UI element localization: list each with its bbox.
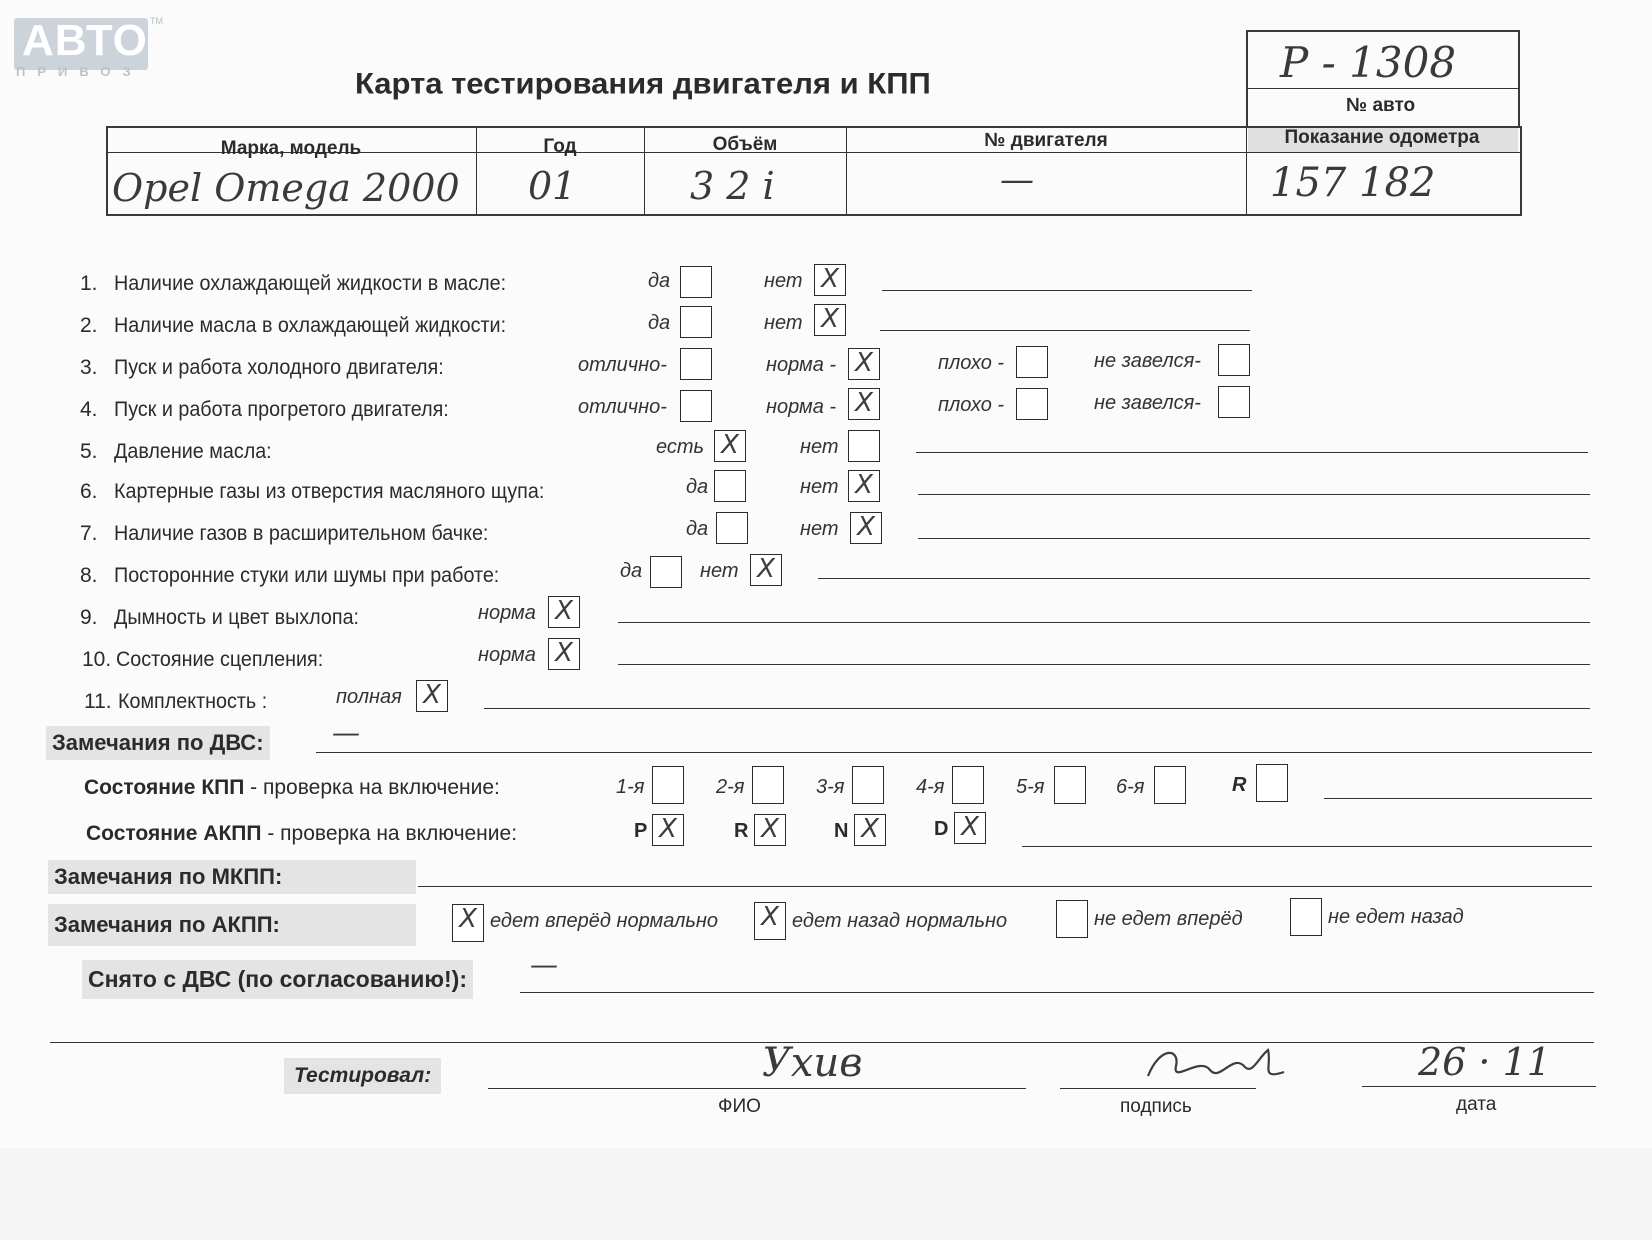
gear-3-label: 3-я: [816, 776, 845, 798]
auto-gearbox-label-bold: Состояние АКПП: [86, 822, 262, 845]
question-10-option-normal-label: норма: [478, 644, 536, 666]
removed-from-engine-value: —: [530, 948, 558, 981]
question-3-normal-checkbox[interactable]: X: [848, 348, 880, 380]
question-3-bad-checkbox[interactable]: [1016, 346, 1048, 378]
question-11-option-complete-label: полная: [336, 686, 402, 708]
question-3-option-normal-label: норма -: [766, 354, 837, 376]
no-forward-label: не едет вперёд: [1094, 908, 1243, 930]
question-4-option-normal-label: норма -: [766, 396, 837, 418]
auto-gearbox-note-line: [1022, 846, 1592, 847]
question-3-excellent-checkbox[interactable]: [680, 348, 712, 380]
manual-gearbox-label-bold: Состояние КПП: [84, 776, 245, 799]
gear-4-label: 4-я: [916, 776, 945, 798]
logo-subtitle: ПРИВОЗ: [16, 64, 143, 79]
question-7-note-line: [918, 538, 1590, 539]
no-reverse-label: не едет назад: [1328, 906, 1464, 928]
gear-d-checkbox[interactable]: X: [954, 812, 986, 844]
manual-gearbox-label: [84, 776, 500, 800]
question-2-note-line: [880, 330, 1250, 331]
volume-value: 3 2 i: [690, 164, 775, 208]
drives-forward-normally-label: едет вперёд нормально: [490, 910, 719, 932]
engine-remarks-line: [316, 752, 1592, 753]
column-header-volume: Объём: [712, 134, 778, 155]
question-3-text: Пуск и работа холодного двигателя:: [114, 356, 444, 379]
question-8-text: Посторонние стуки или шумы при работе:: [114, 564, 500, 587]
question-3-option-no-start-label: не завелся-: [1094, 350, 1201, 372]
question-10-normal-checkbox[interactable]: X: [548, 638, 580, 670]
gear-auto-r-checkbox[interactable]: X: [754, 814, 786, 846]
gear-2-checkbox[interactable]: [752, 766, 784, 804]
question-10-text: Состояние сцепления:: [116, 648, 324, 671]
gear-1-checkbox[interactable]: [652, 766, 684, 804]
test-date-caption: дата: [1456, 1094, 1497, 1115]
question-7-yes-checkbox[interactable]: [716, 512, 748, 544]
question-5-yes-checkbox[interactable]: X: [714, 430, 746, 462]
question-4-excellent-checkbox[interactable]: [680, 390, 712, 422]
signature-image: [1140, 1036, 1290, 1096]
question-4-normal-checkbox[interactable]: X: [848, 388, 880, 420]
question-8-number: 8.: [80, 564, 98, 587]
question-1-yes-checkbox[interactable]: [680, 266, 712, 298]
tester-name-value: Ухив: [762, 1040, 863, 1086]
odometer-value: 157 182: [1270, 160, 1436, 206]
question-4-bad-checkbox[interactable]: [1016, 388, 1048, 420]
auto-gearbox-remarks-label: Замечания по АКПП:: [48, 904, 416, 946]
question-1-option-no-label: нет: [764, 270, 803, 292]
gear-5-label: 5-я: [1016, 776, 1045, 798]
car-number-value: P - 1308: [1280, 38, 1457, 87]
question-4-option-excellent-label: отлично-: [578, 396, 667, 418]
gear-5-checkbox[interactable]: [1054, 766, 1086, 804]
question-3-option-excellent-label: отлично-: [578, 354, 667, 376]
question-2-option-yes-label: да: [648, 312, 671, 334]
question-8-option-yes-label: да: [620, 560, 643, 582]
logo-text: АВТО: [22, 16, 148, 65]
drives-backward-normally-checkbox[interactable]: X: [754, 902, 786, 940]
question-7-text: Наличие газов в расширительном бачке:: [114, 522, 489, 545]
question-2-number: 2.: [80, 314, 98, 337]
gear-3-checkbox[interactable]: [852, 766, 884, 804]
question-5-option-yes-label: есть: [656, 436, 705, 458]
question-9-text: Дымность и цвет выхлопа:: [114, 606, 360, 629]
question-10-note-line: [618, 664, 1590, 665]
removed-from-engine-line: [520, 992, 1594, 993]
question-4-text: Пуск и работа прогретого двигателя:: [114, 398, 449, 421]
auto-gearbox-label: [86, 822, 517, 846]
engine-remarks-value: —: [332, 716, 360, 749]
question-4-no-start-checkbox[interactable]: [1218, 386, 1250, 418]
question-7-number: 7.: [80, 522, 98, 545]
question-5-option-no-label: нет: [800, 436, 839, 458]
question-6-number: 6.: [80, 480, 98, 503]
manual-gearbox-remarks-line: [418, 886, 1592, 887]
year-value: 01: [528, 164, 577, 208]
question-4-option-no-start-label: не завелся-: [1094, 392, 1201, 414]
manual-gearbox-remarks-label: Замечания по МКПП:: [48, 860, 416, 894]
signature-caption: подпись: [1120, 1096, 1192, 1117]
question-2-text: Наличие масла в охлаждающей жидкости:: [114, 314, 507, 337]
gear-auto-r-label: R: [734, 820, 749, 842]
question-11-complete-checkbox[interactable]: X: [416, 680, 448, 712]
question-9-number: 9.: [80, 606, 98, 629]
question-6-option-yes-label: да: [686, 476, 709, 498]
no-reverse-checkbox[interactable]: [1290, 898, 1322, 936]
question-7-option-yes-label: да: [686, 518, 709, 540]
question-8-no-checkbox[interactable]: X: [750, 554, 782, 586]
signature-stroke: [1148, 1050, 1284, 1076]
question-6-no-checkbox[interactable]: X: [848, 470, 880, 502]
question-11-number: 11.: [84, 690, 112, 713]
question-11-note-line: [484, 708, 1590, 709]
gear-n-checkbox[interactable]: X: [854, 814, 886, 846]
gear-1-label: 1-я: [616, 776, 645, 798]
tester-name-line: [488, 1088, 1026, 1089]
question-8-note-line: [818, 578, 1590, 579]
drives-backward-normally-label: едет назад нормально: [792, 910, 1008, 932]
manual-gearbox-note-line: [1324, 798, 1592, 799]
removed-from-engine-label: Снято с ДВС (по согласованию!):: [82, 960, 473, 999]
question-11-text: Комплектность :: [118, 690, 268, 713]
make-model-value: Opel Omega 2000: [112, 166, 460, 210]
question-7-option-no-label: нет: [800, 518, 839, 540]
question-1-option-yes-label: да: [648, 270, 671, 292]
column-header-odometer: Показание одометра: [1284, 127, 1480, 148]
car-number-label: № авто: [1346, 95, 1416, 116]
column-header-make-model: Марка, модель: [220, 138, 362, 159]
question-3-number: 3.: [80, 356, 98, 379]
question-10-number: 10.: [82, 648, 112, 671]
test-date-line: [1362, 1086, 1596, 1087]
gear-6-label: 6-я: [1116, 776, 1145, 798]
question-9-option-normal-label: норма: [478, 602, 536, 624]
gear-2-label: 2-я: [716, 776, 745, 798]
question-8-option-no-label: нет: [700, 560, 739, 582]
gear-6-checkbox[interactable]: [1154, 766, 1186, 804]
engine-remarks-label: Замечания по ДВС:: [46, 726, 270, 760]
question-2-yes-checkbox[interactable]: [680, 306, 712, 338]
question-4-option-bad-label: плохо -: [938, 394, 1005, 416]
tested-by-label: Тестировал:: [284, 1058, 441, 1094]
question-3-no-start-checkbox[interactable]: [1218, 344, 1250, 376]
gear-d-label: D: [934, 818, 949, 840]
question-6-option-no-label: нет: [800, 476, 839, 498]
column-header-year: Год: [543, 136, 577, 157]
question-5-number: 5.: [80, 440, 98, 463]
question-4-number: 4.: [80, 398, 98, 421]
question-5-text: Давление масла:: [114, 440, 272, 463]
question-6-note-line: [918, 494, 1590, 495]
question-1-no-checkbox[interactable]: X: [814, 264, 846, 296]
question-8-yes-checkbox[interactable]: [650, 556, 682, 588]
question-1-text: Наличие охлаждающей жидкости в масле:: [114, 272, 507, 295]
question-6-text: Картерные газы из отверстия масляного щупа:: [114, 480, 545, 503]
gear-p-label: P: [634, 820, 648, 842]
gear-r-label: R: [1232, 774, 1247, 796]
question-3-option-bad-label: плохо -: [938, 352, 1005, 374]
question-7-no-checkbox[interactable]: X: [850, 512, 882, 544]
column-header-engine-number: № двигателя: [984, 130, 1108, 151]
gear-r-checkbox[interactable]: [1256, 764, 1288, 802]
question-1-note-line: [882, 290, 1252, 291]
signature-line: [1060, 1088, 1256, 1089]
question-2-no-checkbox[interactable]: X: [814, 304, 846, 336]
question-9-note-line: [618, 622, 1590, 623]
tester-name-caption: ФИО: [718, 1096, 761, 1117]
manual-gearbox-label-rest: - проверка на включение:: [244, 776, 500, 799]
question-9-normal-checkbox[interactable]: X: [548, 596, 580, 628]
test-date-value: 26 · 11: [1418, 1040, 1551, 1084]
gear-n-label: N: [834, 820, 849, 842]
engine-number-value: —: [1000, 160, 1034, 200]
question-1-number: 1.: [80, 272, 98, 295]
question-5-note-line: [916, 452, 1588, 453]
question-5-no-checkbox[interactable]: [848, 430, 880, 462]
question-6-yes-checkbox[interactable]: [714, 470, 746, 502]
drives-forward-normally-checkbox[interactable]: X: [452, 904, 484, 942]
car-number-divider: [1246, 88, 1518, 89]
question-2-option-no-label: нет: [764, 312, 803, 334]
gear-4-checkbox[interactable]: [952, 766, 984, 804]
gear-p-checkbox[interactable]: X: [652, 814, 684, 846]
no-forward-checkbox[interactable]: [1056, 900, 1088, 938]
logo-trademark: TM: [150, 16, 163, 26]
page-title: Карта тестирования двигателя и КПП: [355, 66, 931, 101]
auto-gearbox-label-rest: - проверка на включение:: [261, 822, 518, 845]
